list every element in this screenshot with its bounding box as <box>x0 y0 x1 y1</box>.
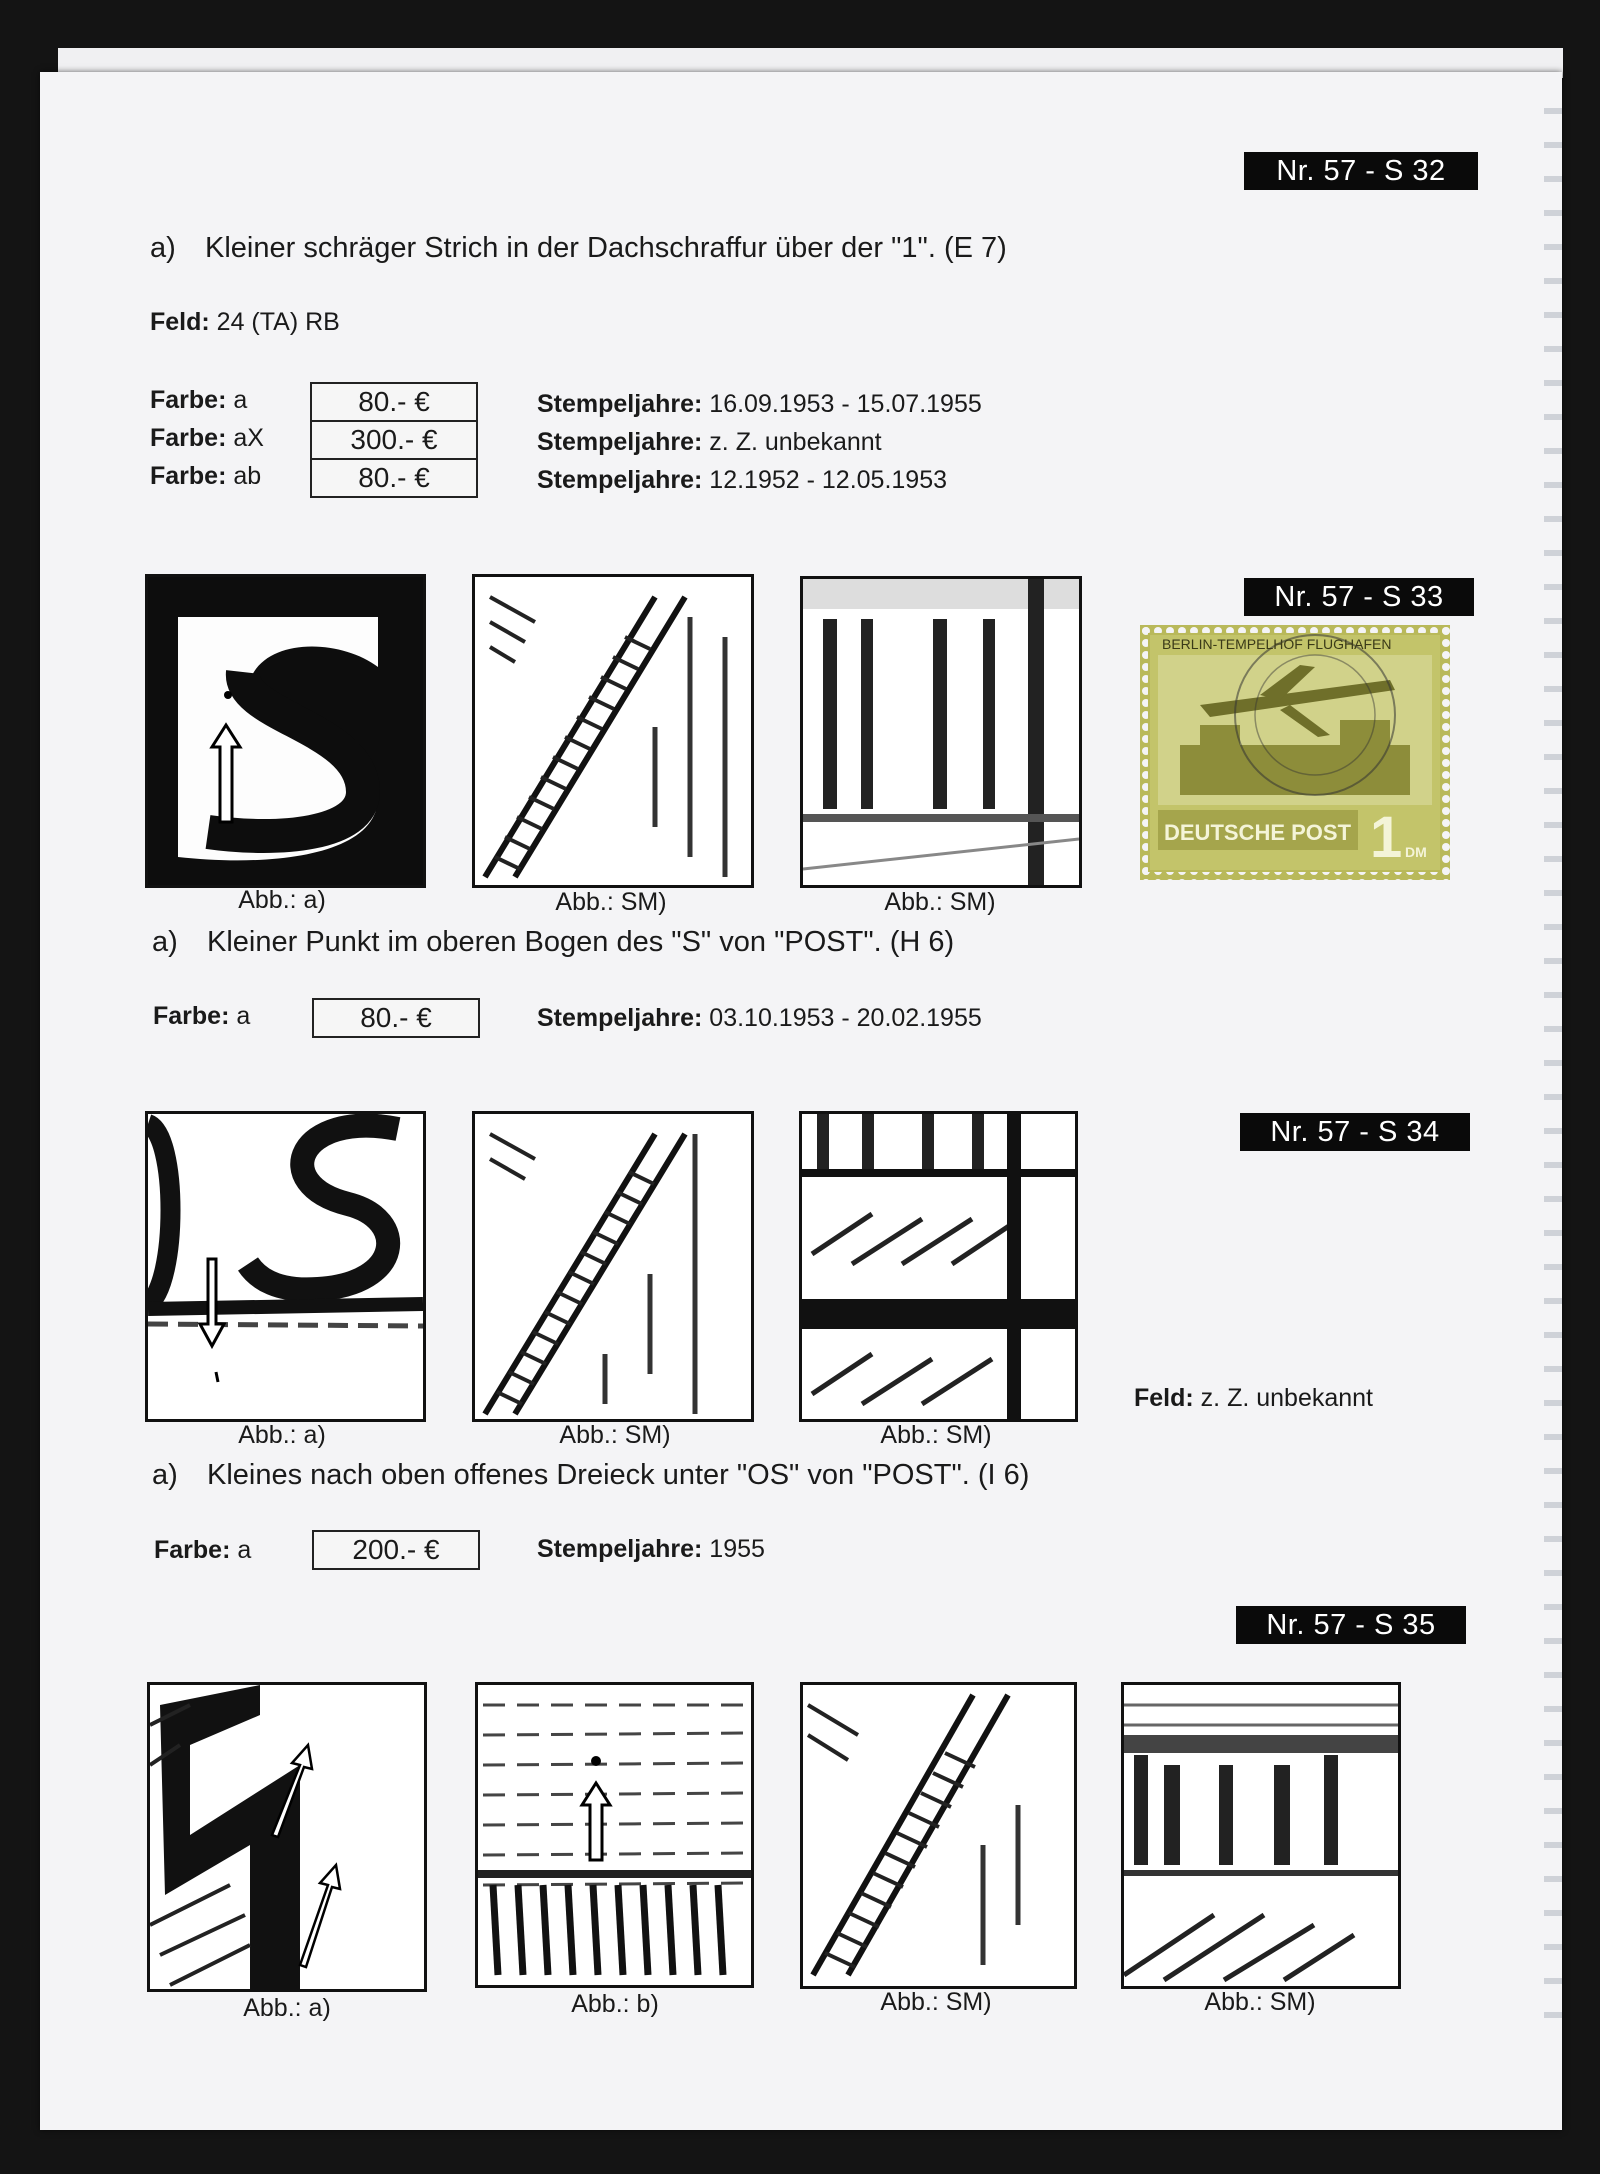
variant-description: Kleiner Punkt im oberen Bogen des "S" von "POST". (H 6) <box>207 926 955 958</box>
postage-stamp-image <box>1140 625 1450 880</box>
stamp-bottom-text: DEUTSCHE POST <box>1164 820 1352 845</box>
section-badge-s32: Nr. 57 - S 32 <box>1244 152 1478 190</box>
price-box: 80.- € <box>310 382 478 422</box>
stamp-unit: DM <box>1405 844 1427 860</box>
feld-label: Feld: <box>150 308 210 336</box>
farbe-line <box>154 1536 251 1565</box>
roof-hatching-closeup <box>803 1685 1074 1986</box>
stempel-label: Stempeljahre: <box>537 1535 703 1563</box>
stempel-line <box>537 1535 765 1564</box>
detail-image-hatching <box>472 1111 754 1422</box>
detail-image-hatching <box>800 1682 1077 1989</box>
stamp-value: 1 <box>1370 805 1403 870</box>
price-box: 200.- € <box>312 1530 480 1570</box>
detail-image-b <box>475 1682 754 1988</box>
farbe-label: Farbe: <box>154 1536 231 1564</box>
detail-image-letter-s <box>145 574 426 888</box>
detail-image-os <box>145 1111 426 1422</box>
stempel-label: Stempeljahre: <box>537 428 703 456</box>
feld-value: 24 (TA) RB <box>216 308 340 336</box>
detail-image-hatching <box>472 574 754 888</box>
price-box: 80.- € <box>312 998 480 1038</box>
building-windows-closeup <box>1124 1685 1398 1986</box>
variant-description: Kleiner schräger Strich in der Dachschraffur über der "1". (E 7) <box>205 232 1007 264</box>
roof-edge-closeup <box>150 1685 424 1989</box>
section-badge-s33: Nr. 57 - S 33 <box>1244 578 1474 616</box>
stempel-line <box>537 466 947 495</box>
stempel-value: 16.09.1953 - 15.07.1955 <box>709 390 982 418</box>
farbe-value: a <box>237 1536 252 1564</box>
letters-os-closeup <box>148 1114 423 1419</box>
roof-dot-closeup <box>478 1685 751 1985</box>
stempel-line <box>537 1004 982 1033</box>
image-caption: Abb.: SM) <box>1204 1988 1316 2016</box>
farbe-label: Farbe: <box>150 462 227 490</box>
farbe-value: a <box>236 1002 251 1030</box>
letter-s-closeup <box>148 577 423 885</box>
image-caption: Abb.: a) <box>238 1421 326 1449</box>
stempel-value: 12.1952 - 12.05.1953 <box>709 466 948 494</box>
farbe-line <box>150 386 247 415</box>
building-facade-closeup <box>802 1114 1075 1419</box>
section-badge-s34: Nr. 57 - S 34 <box>1240 1113 1470 1151</box>
detail-image-windows <box>800 576 1082 888</box>
stamp-top-text: BERLIN-TEMPELHOF FLUGHAFEN <box>1162 636 1392 652</box>
feld-label: Feld: <box>1134 1384 1194 1412</box>
detail-image-facade <box>799 1111 1078 1422</box>
roof-hatching-closeup <box>475 1114 751 1419</box>
image-caption: Abb.: SM) <box>559 1421 671 1449</box>
image-caption: Abb.: SM) <box>880 1421 992 1449</box>
price-box: 300.- € <box>310 420 478 460</box>
detail-image-windows <box>1121 1682 1401 1989</box>
stempel-label: Stempeljahre: <box>537 466 703 494</box>
stempel-line <box>537 390 982 419</box>
stempel-line <box>537 428 882 457</box>
variant-letter: a) <box>150 232 176 264</box>
variant-heading-s34 <box>152 1459 1029 1492</box>
farbe-label: Farbe: <box>150 386 227 414</box>
variant-description: Kleines nach oben offenes Dreieck unter "OS" von "POST". (I 6) <box>207 1459 1030 1491</box>
stempel-value: 03.10.1953 - 20.02.1955 <box>709 1004 982 1032</box>
farbe-value: a <box>233 386 248 414</box>
image-caption: Abb.: SM) <box>555 888 667 916</box>
image-caption: Abb.: b) <box>571 1990 659 2018</box>
detail-image-a <box>147 1682 427 1992</box>
variant-heading-s32 <box>150 232 1007 265</box>
farbe-label: Farbe: <box>153 1002 230 1030</box>
farbe-value: ab <box>233 462 262 490</box>
feld-line-s34 <box>1134 1384 1373 1413</box>
farbe-line <box>150 462 261 491</box>
farbe-line <box>153 1002 250 1031</box>
farbe-line <box>150 424 264 453</box>
stempel-value: z. Z. unbekannt <box>709 428 882 456</box>
stempel-value: 1955 <box>709 1535 765 1563</box>
variant-letter: a) <box>152 926 178 958</box>
roof-hatching-closeup <box>475 577 751 885</box>
farbe-value: aX <box>233 424 264 452</box>
feld-line-s32 <box>150 308 340 337</box>
section-badge-s35: Nr. 57 - S 35 <box>1236 1606 1466 1644</box>
binding-spine <box>1544 80 1562 2040</box>
image-caption: Abb.: a) <box>243 1994 331 2022</box>
variant-letter: a) <box>152 1459 178 1491</box>
farbe-label: Farbe: <box>150 424 227 452</box>
variant-heading-s33 <box>152 926 954 959</box>
building-windows-closeup <box>803 579 1079 885</box>
price-box: 80.- € <box>310 458 478 498</box>
stempel-label: Stempeljahre: <box>537 1004 703 1032</box>
stempel-label: Stempeljahre: <box>537 390 703 418</box>
image-caption: Abb.: SM) <box>880 1988 992 2016</box>
image-caption: Abb.: SM) <box>884 888 996 916</box>
feld-value: z. Z. unbekannt <box>1200 1384 1373 1412</box>
image-caption: Abb.: a) <box>238 886 326 914</box>
